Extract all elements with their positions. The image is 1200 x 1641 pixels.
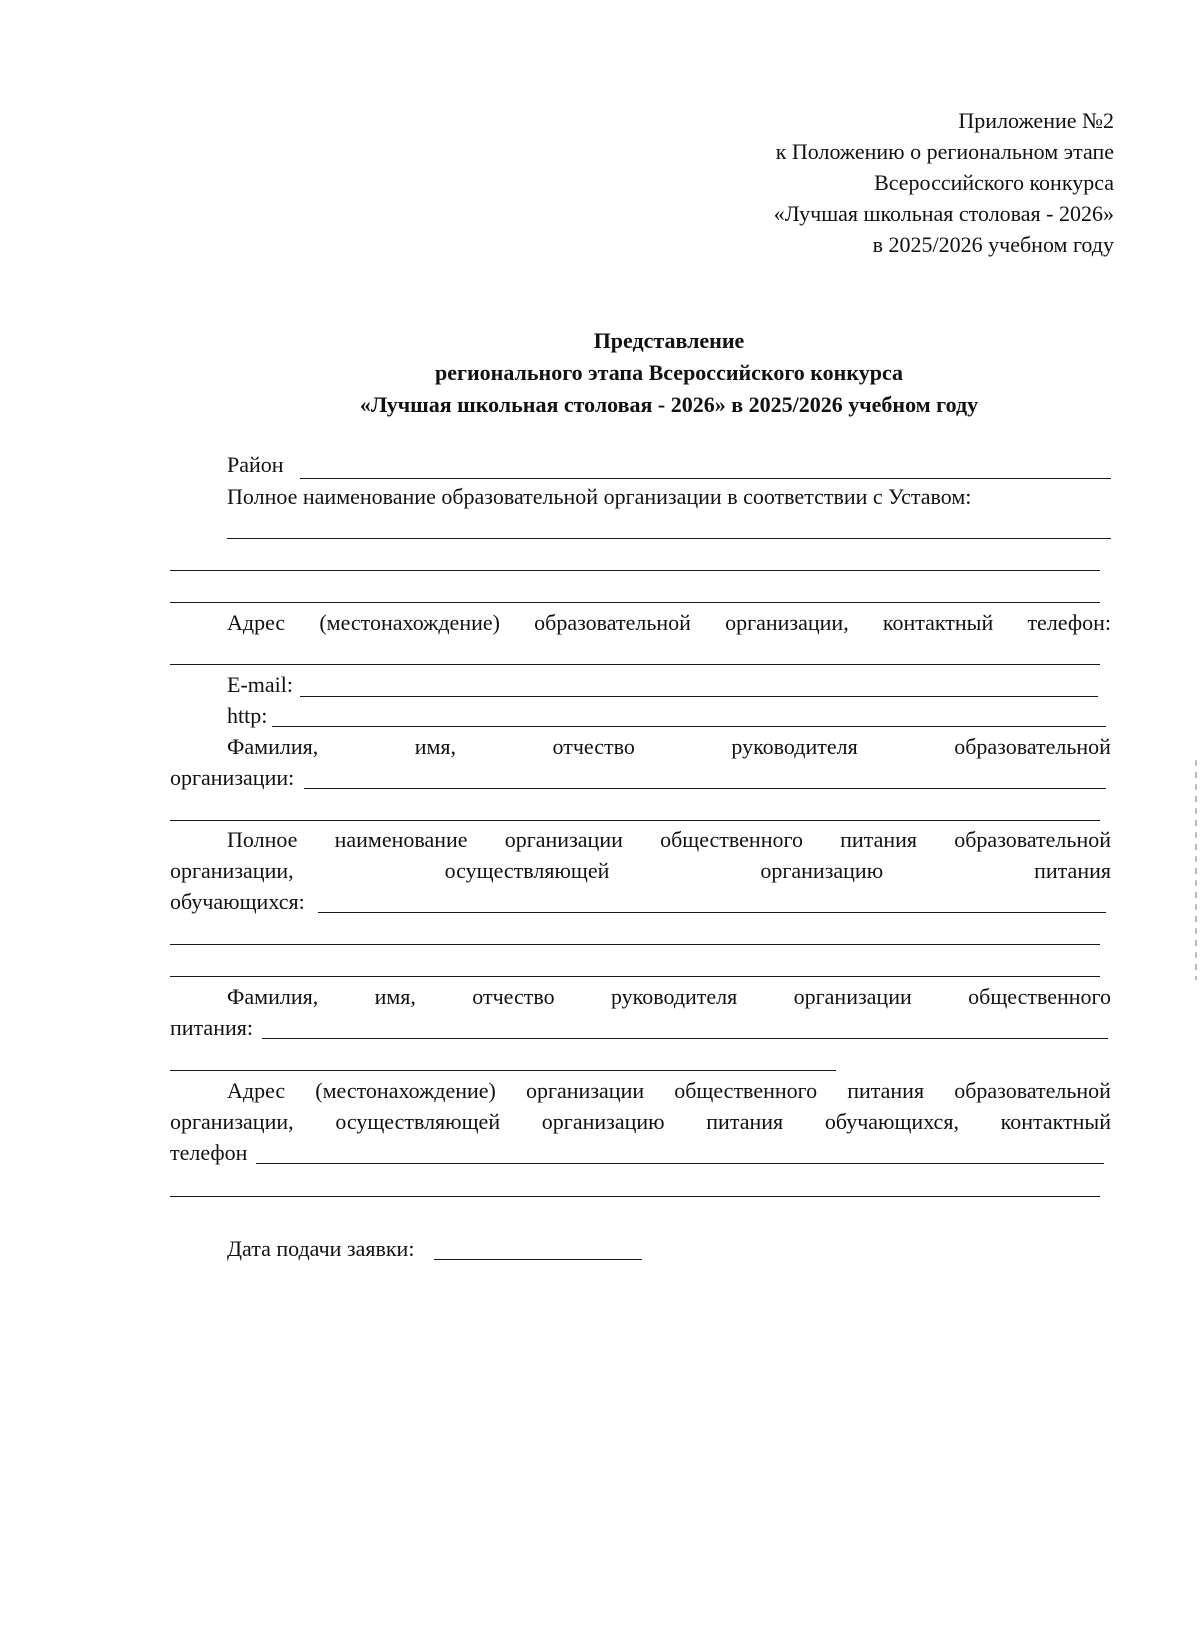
appendix-year: в 2025/2026 учебном году [872,232,1114,257]
catering-head-field-2[interactable] [170,1070,836,1071]
district-field[interactable] [300,478,1111,479]
catering-address-label-cont: телефон [170,1140,248,1165]
catering-address-word: образовательной [954,1078,1111,1103]
head-field-2[interactable] [170,820,1100,821]
catering-word: организации, [170,858,294,883]
address-word: Адрес [227,610,286,635]
head-word: имя, [414,734,457,759]
full-name-label: Полное наименование образовательной организации в соответствии с Уставом: [227,484,972,509]
appendix-reference: к Положению о региональном этапе [775,139,1114,164]
scan-edge [1195,760,1197,980]
catering-field-3[interactable] [170,976,1100,977]
head-word: Фамилия, [227,734,319,759]
document-title: Представление [593,328,745,353]
catering-word: образовательной [954,827,1111,852]
catering-address-word: организации [526,1078,645,1103]
appendix-contest: Всероссийского конкурса [874,170,1114,195]
catering-word: организации [504,827,623,852]
catering-word: организацию [760,858,884,883]
catering-address-word: осуществляющей [335,1109,501,1134]
catering-head-word: организации [793,984,912,1009]
catering-word: осуществляющей [444,858,610,883]
address-label [227,608,1111,638]
email-field[interactable] [300,696,1098,697]
catering-address-label-line2 [170,1107,1111,1137]
catering-address-word: организацию [541,1109,665,1134]
document-subtitle-contest: «Лучшая школьная столовая - 2026» в 2025/2026 учебном году [359,392,979,417]
address-word: образовательной [534,610,691,635]
catering-label [227,825,1111,855]
appendix-contest-name: «Лучшая школьная столовая - 2026» [773,201,1114,226]
catering-head-word: отчество [472,984,555,1009]
catering-address-word: организации, [170,1109,294,1134]
catering-address-field-2[interactable] [170,1196,1100,1197]
catering-label-cont: обучающихся: [170,889,305,914]
date-label: Дата подачи заявки: [227,1236,415,1261]
district-label: Район [227,452,284,477]
catering-address-field-1[interactable] [256,1163,1104,1164]
catering-address-word: контактный [1000,1109,1111,1134]
head-label-cont: организации: [170,765,295,790]
catering-address-label [227,1076,1111,1106]
head-word: отчество [552,734,635,759]
catering-head-word: руководителя [610,984,738,1009]
catering-word: питания [840,827,918,852]
http-label: http: [227,703,268,728]
catering-word: Полное [227,827,298,852]
document-subtitle: регионального этапа Всероссийского конкурса [435,360,903,385]
address-field[interactable] [170,664,1100,665]
catering-address-word: питания [847,1078,925,1103]
catering-head-word: имя, [374,984,416,1009]
email-label: E-mail: [227,672,293,697]
address-word: контактный [882,610,994,635]
catering-head-label [227,982,1111,1012]
http-field[interactable] [272,726,1106,727]
head-field-1[interactable] [304,788,1106,789]
catering-head-field-1[interactable] [262,1038,1108,1039]
catering-address-word: Адрес [227,1078,286,1103]
catering-word: наименование [334,827,468,852]
catering-address-word: (местонахождение) [315,1078,496,1103]
head-label [227,732,1111,762]
head-word: образовательной [954,734,1111,759]
date-field[interactable] [434,1259,642,1260]
address-word: телефон: [1027,610,1111,635]
address-word: (местонахождение) [319,610,500,635]
catering-head-label-cont: питания: [170,1015,253,1040]
catering-label-line2 [170,856,1111,886]
catering-head-word: Фамилия, [227,984,319,1009]
address-word: организации, [725,610,849,635]
appendix-number: Приложение №2 [958,108,1114,133]
catering-field-1[interactable] [318,912,1106,913]
catering-address-word: обучающихся, [824,1109,959,1134]
full-name-field-3[interactable] [170,602,1100,603]
catering-field-2[interactable] [170,944,1100,945]
catering-word: общественного [660,827,803,852]
catering-word: питания [1034,858,1111,883]
catering-address-word: общественного [674,1078,818,1103]
full-name-field-2[interactable] [170,570,1100,571]
catering-head-word: общественного [968,984,1111,1009]
head-word: руководителя [731,734,858,759]
full-name-field-1[interactable] [227,538,1111,539]
catering-address-word: питания [706,1109,784,1134]
